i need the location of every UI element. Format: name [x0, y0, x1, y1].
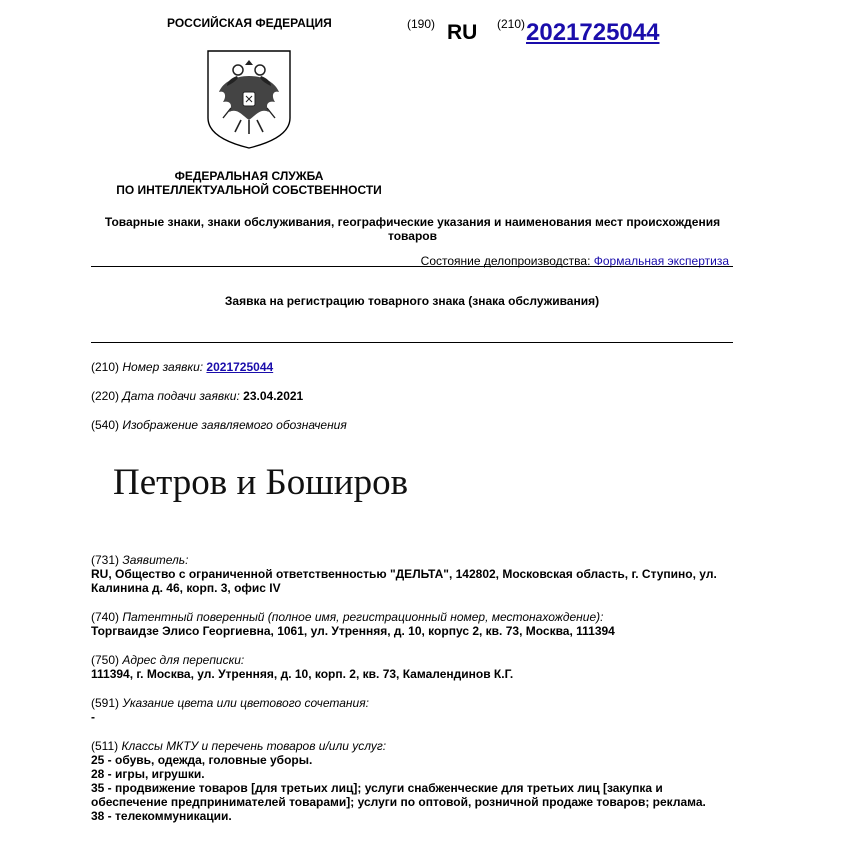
field-application-number: [91, 360, 741, 374]
application-number-link[interactable]: 2021725044: [206, 360, 274, 374]
applicant-value-line-1: RU, Общество с ограниченной ответственностью "ДЕЛЬТА", 142802, Московская область, г. Ступино, ул.: [91, 567, 717, 581]
inid-code-190: (190): [407, 17, 436, 31]
field-label: Дата подачи заявки:: [122, 389, 240, 403]
application-title: Заявка на регистрацию товарного знака (знака обслуживания): [224, 294, 600, 308]
field-filing-date: [91, 389, 741, 403]
class-line: обеспечение предпринимателей товарами]; услуги по оптовой, розничной продаже товаров; реклама.: [91, 795, 706, 809]
agency-line-1: ФЕДЕРАЛЬНАЯ СЛУЖБА: [174, 169, 324, 183]
field-code: (750): [91, 653, 120, 667]
class-line: 35 - продвижение товаров [для третьих лиц]; услуги снабженческие для третьих лиц [закупка и: [91, 781, 663, 795]
field-code: (220): [91, 389, 120, 403]
class-line: 38 - телекоммуникации.: [91, 809, 232, 823]
field-label: Заявитель:: [122, 553, 189, 567]
field-label: Классы МКТУ и перечень товаров и/или услуг:: [121, 739, 387, 753]
field-code: (210): [91, 360, 120, 374]
filing-date-value: 23.04.2021: [243, 389, 304, 403]
field-nice-classes: [91, 739, 741, 823]
status-label: Состояние делопроизводства:: [420, 254, 591, 268]
status-link[interactable]: Формальная экспертиза: [593, 254, 729, 268]
field-code: (511): [91, 739, 119, 753]
field-color: [91, 696, 741, 724]
inid-code-210: (210): [497, 17, 526, 31]
field-correspondence-address: [91, 653, 741, 681]
field-label: Номер заявки:: [122, 360, 204, 374]
country-code: RU: [447, 21, 478, 44]
agency-line-2: ПО ИНТЕЛЛЕКТУАЛЬНОЙ СОБСТВЕННОСТИ: [116, 183, 382, 197]
field-mark-image: [91, 418, 741, 432]
field-code: (731): [91, 553, 120, 567]
field-code: (540): [91, 418, 120, 432]
agency-name: [110, 169, 388, 197]
field-label: Адрес для переписки:: [122, 653, 245, 667]
correspondence-address-value: 111394, г. Москва, ул. Утренняя, д. 10, корп. 2, кв. 73, Камалендинов К.Г.: [91, 667, 514, 681]
color-value: -: [91, 710, 95, 724]
field-label: Указание цвета или цветового сочетания:: [122, 696, 369, 710]
document-category: Товарные знаки, знаки обслуживания, географические указания и наименования мест происхождения товаров: [104, 215, 721, 243]
field-code: (591): [91, 696, 120, 710]
field-applicant: [91, 553, 741, 595]
trademark-image: Петров и Боширов: [113, 462, 409, 503]
field-patent-attorney: [91, 610, 741, 638]
patent-attorney-value: Торгваидзе Элисо Георгиевна, 1061, ул. Утренняя, д. 10, корпус 2, кв. 73, Москва, 111394: [91, 624, 615, 638]
divider: [91, 342, 733, 343]
coat-of-arms-icon: [205, 48, 293, 151]
field-label: Патентный поверенный (полное имя, регистрационный номер, местонахождение):: [122, 610, 604, 624]
field-code: (740): [91, 610, 120, 624]
class-line: 28 - игры, игрушки.: [91, 767, 205, 781]
divider: [91, 266, 733, 267]
field-label: Изображение заявляемого обозначения: [122, 418, 347, 432]
applicant-value-line-2: Калинина д. 46, корп. 3, офис IV: [91, 581, 281, 595]
class-line: 25 - обувь, одежда, головные уборы.: [91, 753, 313, 767]
document-number-link[interactable]: 2021725044: [526, 19, 660, 46]
country-name: РОССИЙСКАЯ ФЕДЕРАЦИЯ: [167, 16, 332, 30]
